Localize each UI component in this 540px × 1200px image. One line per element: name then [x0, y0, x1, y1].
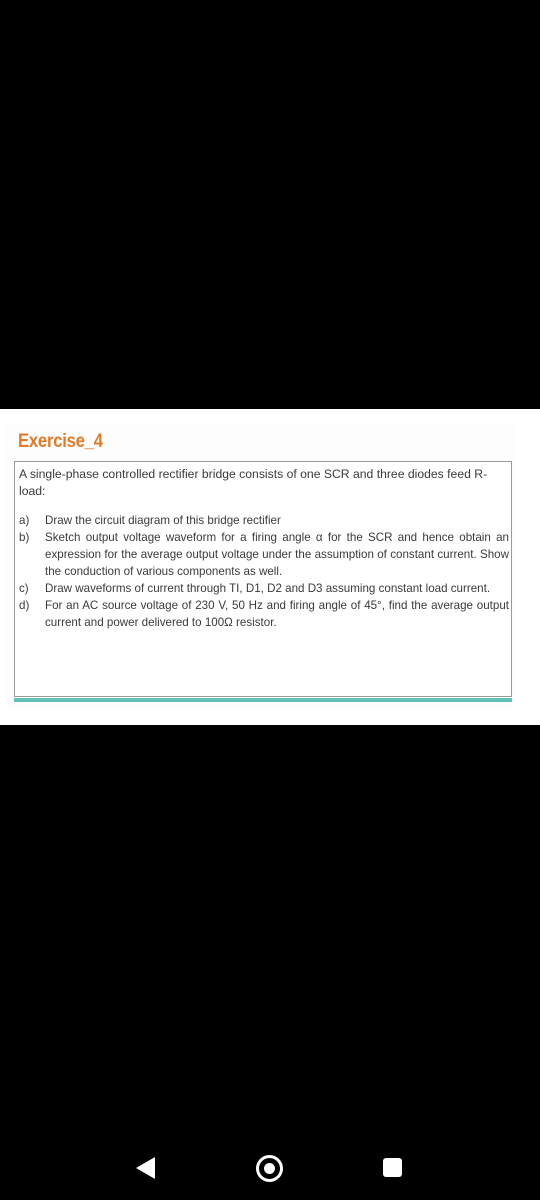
question-parts [19, 512, 509, 631]
exercise-image [0, 409, 540, 725]
part-text: Sketch output voltage waveform for a firing angle α for the SCR and hence obtain an expression for the average output voltage under the assumption of constant current. Show the conduction of various components as well. [45, 531, 509, 578]
question-intro: A single-phase controlled rectifier bridge consists of one SCR and three diodes feed R-load: [19, 467, 488, 498]
exercise-page [6, 423, 514, 709]
question-box [14, 461, 512, 697]
part-label: b) [19, 531, 30, 544]
part-text: Draw the circuit diagram of this bridge rectifier [45, 514, 281, 527]
part-text: Draw waveforms of current through TI, D1, D2 and D3 assuming constant load current. [45, 582, 491, 595]
part-label: c) [19, 582, 29, 595]
question-part-c [19, 580, 509, 597]
part-label: d) [19, 599, 30, 612]
divider-rule [14, 698, 512, 702]
recents-icon[interactable] [383, 1158, 402, 1177]
part-text: For an AC source voltage of 230 V, 50 Hz and firing angle of 45°, find the average output current and power delivered to 100Ω resistor. [45, 599, 509, 629]
part-label: a) [19, 514, 30, 527]
question-part-a [19, 512, 509, 529]
question-part-b [19, 529, 509, 580]
back-icon[interactable] [136, 1157, 155, 1179]
exercise-title: Exercise_4 [18, 431, 103, 452]
question-part-d [19, 597, 509, 631]
navigation-bar [0, 1140, 540, 1200]
home-icon[interactable] [256, 1155, 283, 1182]
